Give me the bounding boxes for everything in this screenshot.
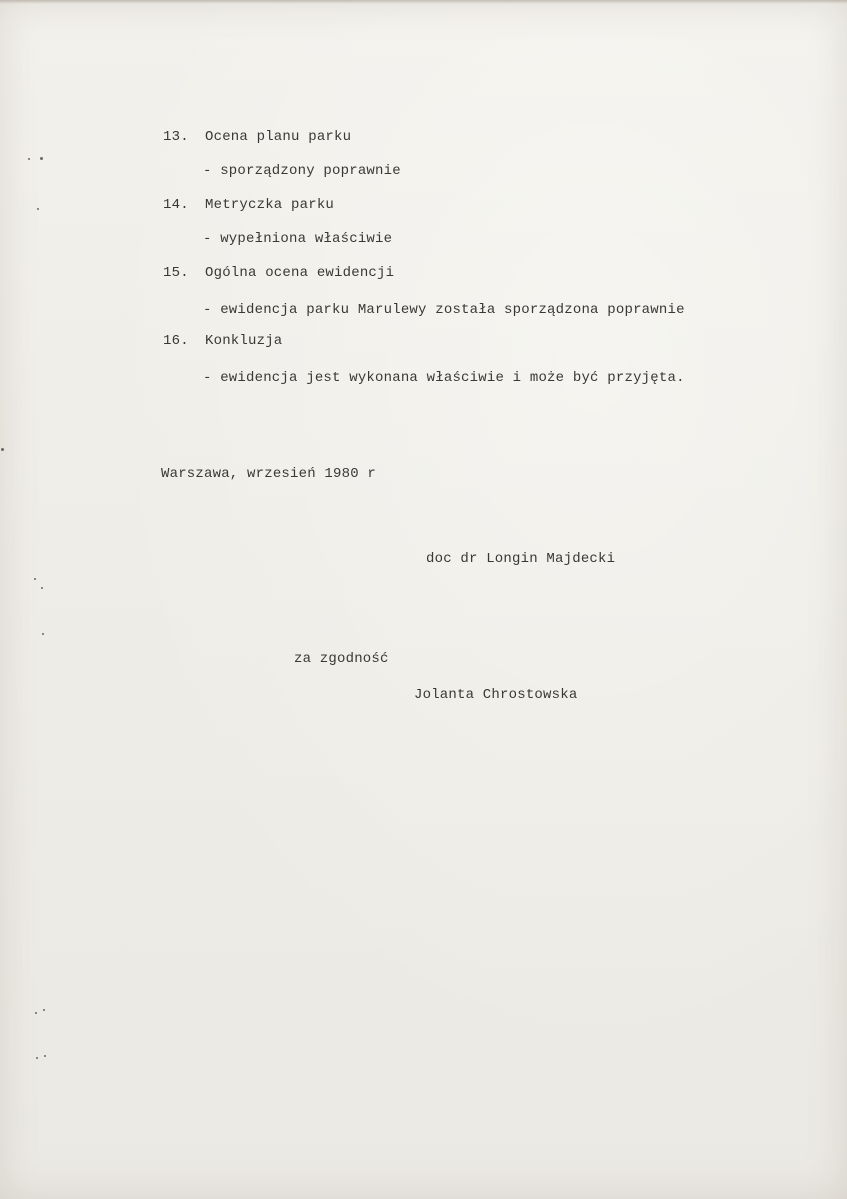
paper-speck [42, 633, 44, 635]
paper-speck [36, 1057, 38, 1059]
paper-speck [37, 208, 39, 210]
paper-speck [41, 587, 43, 589]
certification-name: Jolanta Chrostowska [414, 687, 578, 703]
paper-speck [35, 1012, 37, 1014]
item-16-number: 16. [163, 333, 189, 349]
item-15-heading: Ogólna ocena ewidencji [205, 265, 395, 281]
item-14-number: 14. [163, 197, 189, 213]
item-13-heading: Ocena planu parku [205, 129, 352, 145]
item-14-heading: Metryczka parku [205, 197, 335, 213]
item-15-note: - ewidencja parku Marulewy została sporządzona poprawnie [203, 302, 685, 318]
paper-speck [34, 578, 36, 580]
item-14-note: - wypełniona właściwie [203, 231, 393, 247]
certification-label: za zgodność [294, 651, 389, 667]
item-16-heading: Konkluzja [205, 333, 283, 349]
paper-speck [28, 158, 30, 160]
item-16-note: - ewidencja jest wykonana właściwie i może być przyjęta. [203, 370, 685, 386]
paper-speck [40, 157, 43, 160]
signatory-name: doc dr Longin Majdecki [426, 551, 616, 567]
paper-speck [44, 1055, 46, 1057]
page-edge-shadow [0, 0, 847, 4]
item-15-number: 15. [163, 265, 189, 281]
place-date: Warszawa, wrzesień 1980 r [161, 466, 377, 482]
paper-speck [1, 448, 4, 451]
item-13-number: 13. [163, 129, 189, 145]
item-13-note: - sporządzony poprawnie [203, 163, 401, 179]
paper-speck [43, 1009, 45, 1011]
